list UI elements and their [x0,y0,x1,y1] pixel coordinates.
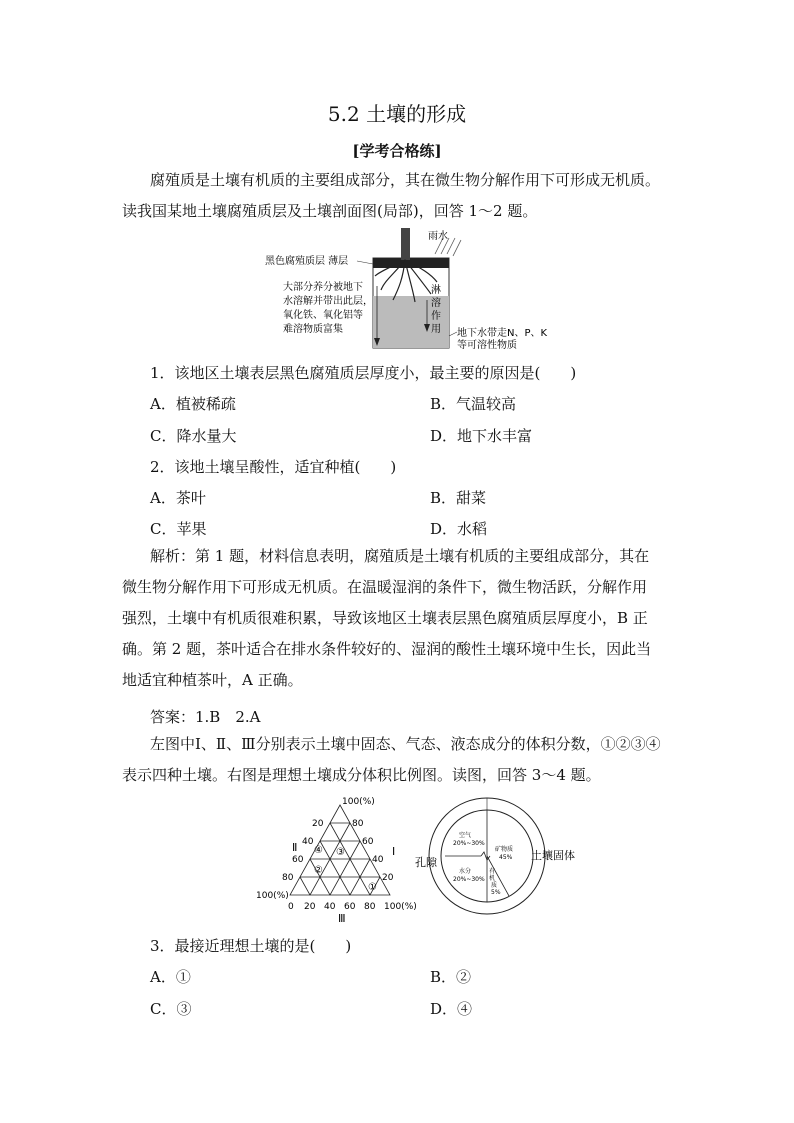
point-4: ④ [314,845,323,856]
section-subtitle: [学考合格练] [352,142,442,160]
ternary-diagram [250,795,430,925]
bottom-tick-60: 60 [344,902,356,912]
top-label: 100(%) [342,797,375,807]
answer-line: 答案：1.B 2.A [150,708,261,726]
left-tick-80: 80 [282,873,294,883]
water-pct: 20%~30% [453,876,485,883]
question-1-stem: 1．该地区土壤表层黑色腐殖质层厚度小，最主要的原因是( ) [150,364,577,382]
q2-option-b[interactable]: B．甜菜 [430,489,487,507]
left-note-1: 大部分养分被地下 [283,282,363,293]
q3-option-a[interactable]: A．① [150,968,191,986]
tree-trunk [401,228,410,260]
axis-III-label: Ⅲ [338,912,346,925]
analysis-paragraph [122,541,682,696]
left-note-3: 氧化铁、氧化铝等 [283,310,363,321]
page-title: 5.2 土壤的形成 [327,102,467,126]
right-tick-40: 40 [372,855,384,865]
water-label: 水分 [459,868,472,875]
soil-profile-figure [265,228,595,350]
analysis-line-3: 强烈，土壤中有机质很难积累，导致该地区土壤表层黑色腐殖质层厚度小，B 正 [122,609,648,627]
point-1: ① [368,882,377,893]
air-pct: 20%~30% [453,840,485,847]
mineral-label: 矿物质 [495,846,514,853]
q3-option-b[interactable]: B．② [430,968,472,986]
bottom-tick-40: 40 [324,902,336,912]
humus-layer-label: 黑色腐殖质层 薄层 [265,256,349,267]
axis-I-label: Ⅰ [392,845,396,858]
q1-option-a[interactable]: A．植被稀疏 [150,395,236,413]
q2-option-a[interactable]: A．茶叶 [150,489,206,507]
bottom-tick-100: 100(%) [384,902,417,912]
groundwater-1: 地下水带走N、P、K [457,328,548,339]
q2-option-c[interactable]: C．苹果 [150,520,207,538]
analysis-line-5: 地适宜种植茶叶，A 正确。 [122,671,303,689]
air-label: 空气 [459,832,472,839]
q1-option-b[interactable]: B．气温较高 [430,395,517,413]
q3-option-d[interactable]: D．④ [430,1000,473,1018]
pores-label: 孔隙 [415,856,437,869]
organic-pct: 5% [491,889,501,896]
right-tick-60: 60 [362,837,374,847]
q3-option-c[interactable]: C．③ [150,1000,192,1018]
q1-option-d[interactable]: D．地下水丰富 [430,427,533,445]
intro2-line2: 表示四种土壤。右图是理想土壤成分体积比例图。读图，回答 3～4 题。 [122,766,601,784]
point-3: ③ [336,847,345,858]
left-note-2: 水溶解并带出此层， [283,296,373,307]
question-3-stem: 3．最接近理想土壤的是( ) [150,937,352,955]
intro1-line1: 腐殖质是土壤有机质的主要组成部分，其在微生物分解作用下可形成无机质。 [150,171,661,189]
organic-2: 机 [489,875,496,882]
intro-paragraph-2 [122,729,682,791]
bottom-tick-80: 80 [364,902,376,912]
intro-paragraph-1 [122,165,682,227]
leach-1: 淋 [431,285,441,296]
soil-solid-label: 土壤固体 [531,849,575,862]
intro2-line1: 左图中Ⅰ、Ⅱ、Ⅲ分别表示土壤中固态、气态、液态成分的体积分数，①②③④ [150,735,661,753]
question-2-stem: 2．该地土壤呈酸性，适宜种植( ) [150,458,397,476]
left-tick-40: 40 [302,837,314,847]
axis-II-label: Ⅱ [292,841,298,854]
left-corner-label: 100(%) [256,891,289,901]
bottom-tick-20: 20 [304,902,316,912]
right-tick-20: 20 [382,873,394,883]
right-tick-80: 80 [352,819,364,829]
leach-3: 作 [431,311,441,322]
intro1-line2: 读我国某地土壤腐殖质层及土壤剖面图(局部)，回答 1～2 题。 [122,202,538,220]
rain-label: 雨水 [428,231,448,242]
left-tick-60: 60 [292,855,304,865]
analysis-line-2: 微生物分解作用下可形成无机质。在温暖湿润的条件下，微生物活跃，分解作用 [122,578,648,596]
q1-option-c[interactable]: C．降水量大 [150,427,237,445]
left-tick-20: 20 [312,819,324,829]
leach-4: 用 [431,324,441,335]
organic-3: 质 [491,882,498,889]
point-2: ② [314,865,323,876]
leach-2: 溶 [431,298,441,309]
q2-option-d[interactable]: D．水稻 [430,520,488,538]
mineral-pct: 45% [499,854,513,861]
organic-1: 有 [489,868,496,875]
ideal-soil-diagram [415,795,585,917]
left-note-4: 难溶物质富集 [283,324,343,335]
analysis-line-1: 解析：第 1 题，材料信息表明，腐殖质是土壤有机质的主要组成部分，其在 [150,547,650,565]
analysis-line-4: 确。第 2 题，茶叶适合在排水条件较好的、湿润的酸性土壤环境中生长，因此当 [122,640,652,658]
bottom-tick-0: 0 [288,902,294,912]
groundwater-2: 等可溶性物质 [457,340,517,350]
